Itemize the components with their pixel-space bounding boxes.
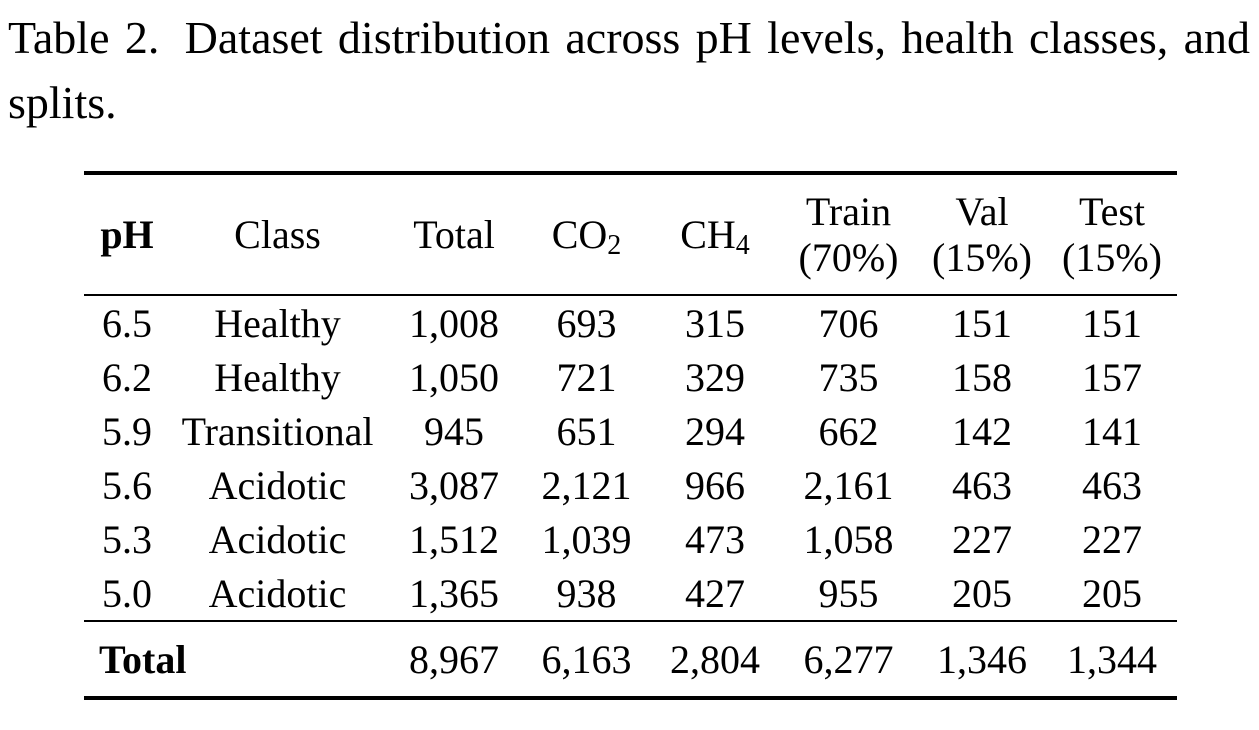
header-cell-train — [780, 173, 917, 295]
co2-subscript: 2 — [607, 230, 622, 262]
cell-test: 463 — [1082, 462, 1142, 508]
cell-ch4: 427 — [685, 570, 745, 616]
cell-val: 463 — [952, 462, 1012, 508]
cell-total: 3,087 — [409, 462, 499, 508]
header-cell-test — [1047, 173, 1177, 295]
header-cell-co2 — [523, 173, 650, 295]
table-row — [84, 512, 1177, 566]
header-cell-ph: pH — [84, 173, 170, 295]
test-percent: (15%) — [1062, 234, 1162, 280]
cell-co2: 693 — [556, 300, 617, 346]
cell-total: 1,365 — [409, 570, 499, 616]
cell-val: 142 — [952, 408, 1012, 454]
cell-co2: 721 — [556, 354, 617, 400]
cell-val: 151 — [952, 300, 1012, 346]
table-caption — [0, 0, 1259, 135]
cell-train: 706 — [818, 300, 879, 346]
cell-co2: 2,121 — [541, 462, 632, 508]
dataset-distribution-table — [84, 171, 1177, 700]
table-header — [84, 173, 1177, 295]
cell-train: 1,058 — [803, 516, 894, 562]
header-cell-total: Total — [385, 173, 523, 295]
cell-class: Acidotic — [208, 570, 347, 616]
cell-ph: 5.0 — [102, 570, 152, 616]
cell-ch4: 966 — [685, 462, 745, 508]
train-label: Train — [805, 188, 892, 234]
cell-co2: 1,039 — [541, 516, 632, 562]
cell-ch4: 315 — [685, 300, 745, 346]
cell-ph: 5.9 — [102, 408, 152, 454]
total-cell-val: 1,346 — [917, 621, 1047, 698]
table-row — [84, 404, 1177, 458]
table-footer — [84, 621, 1177, 698]
cell-train: 955 — [818, 570, 879, 616]
cell-class: Acidotic — [208, 462, 347, 508]
cell-class: Acidotic — [208, 516, 347, 562]
cell-ch4: 294 — [685, 408, 745, 454]
cell-test: 227 — [1082, 516, 1142, 562]
table-body — [84, 295, 1177, 621]
cell-ph: 6.2 — [102, 354, 152, 400]
cell-total: 1,512 — [409, 516, 499, 562]
header-row — [84, 173, 1177, 295]
cell-class: Healthy — [214, 354, 341, 400]
cell-test: 205 — [1082, 570, 1142, 616]
total-cell-total: 8,967 — [385, 621, 523, 698]
cell-ph: 5.6 — [102, 462, 152, 508]
cell-train: 735 — [818, 354, 879, 400]
header-cell-val — [917, 173, 1047, 295]
caption-table-number: Table 2. — [8, 12, 160, 63]
cell-ph: 6.5 — [102, 300, 152, 346]
total-label: Total — [84, 621, 385, 698]
table-row — [84, 458, 1177, 512]
cell-val: 158 — [952, 354, 1012, 400]
header-cell-class: Class — [170, 173, 385, 295]
cell-test: 157 — [1082, 354, 1142, 400]
test-label: Test — [1078, 188, 1146, 234]
cell-co2: 938 — [556, 570, 617, 616]
total-cell-ch4: 2,804 — [650, 621, 780, 698]
cell-val: 227 — [952, 516, 1012, 562]
val-label: Val — [955, 188, 1009, 234]
cell-total: 1,008 — [409, 300, 499, 346]
total-row — [84, 621, 1177, 698]
total-cell-co2: 6,163 — [523, 621, 650, 698]
caption-text: Dataset distribution across pH levels, health classes, and — [184, 12, 1250, 63]
val-percent: (15%) — [932, 234, 1032, 280]
total-cell-train: 6,277 — [780, 621, 917, 698]
cell-ch4: 329 — [685, 354, 745, 400]
cell-class: Transitional — [181, 408, 374, 454]
header-cell-ch4 — [650, 173, 780, 295]
ch4-subscript: 4 — [735, 230, 750, 262]
table-row — [84, 295, 1177, 350]
cell-train: 2,161 — [803, 462, 894, 508]
table-row — [84, 350, 1177, 404]
train-percent: (70%) — [798, 234, 899, 280]
cell-ch4: 473 — [685, 516, 745, 562]
cell-total: 945 — [424, 408, 484, 454]
cell-test: 141 — [1082, 408, 1142, 454]
cell-ph: 5.3 — [102, 516, 152, 562]
ch4-label: CH — [680, 212, 736, 257]
total-cell-test: 1,344 — [1047, 621, 1177, 698]
caption-line-1 — [8, 5, 1250, 70]
cell-test: 151 — [1082, 300, 1142, 346]
cell-train: 662 — [818, 408, 879, 454]
cell-val: 205 — [952, 570, 1012, 616]
co2-label: CO — [551, 212, 608, 257]
cell-co2: 651 — [556, 408, 617, 454]
table-row — [84, 566, 1177, 621]
caption-line-2: splits. — [8, 77, 117, 128]
cell-total: 1,050 — [409, 354, 499, 400]
cell-class: Healthy — [214, 300, 341, 346]
